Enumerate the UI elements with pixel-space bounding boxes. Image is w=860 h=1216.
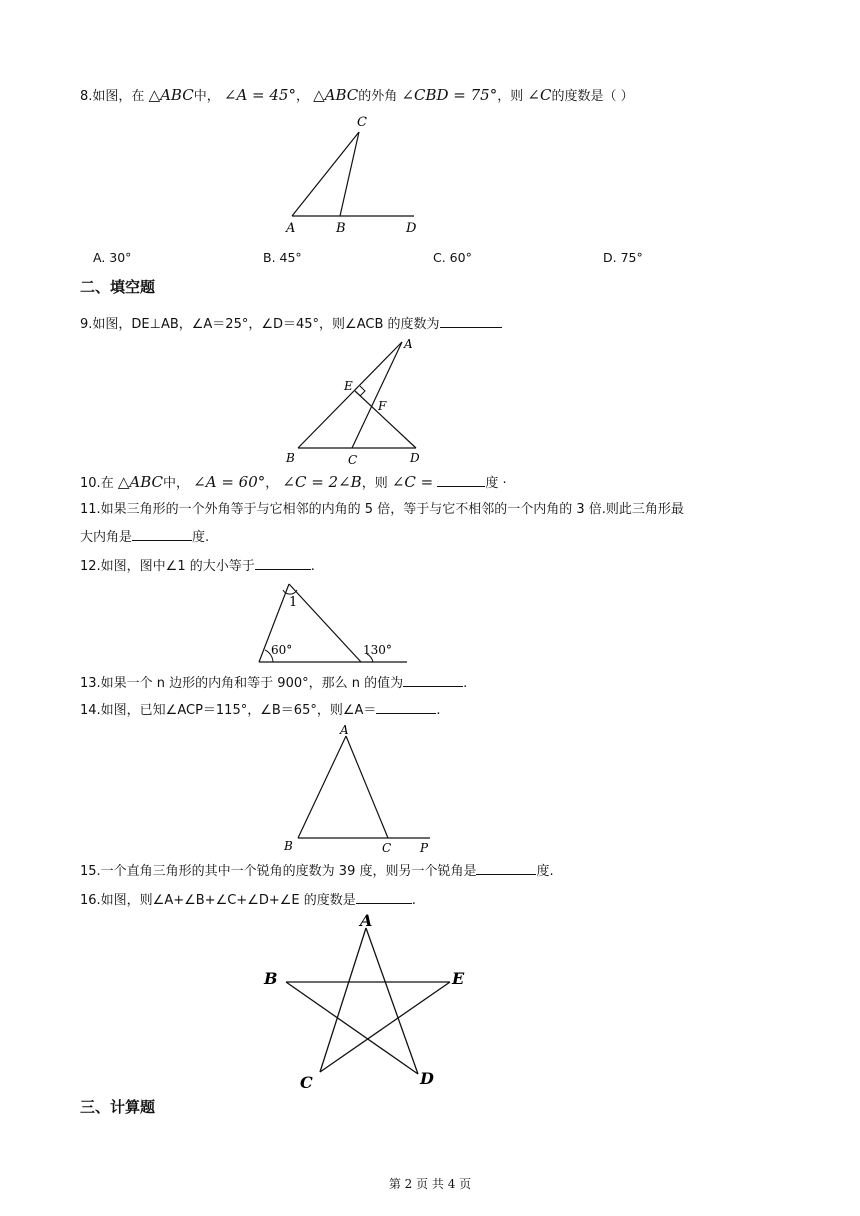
math-triangle-abc: △ABC (148, 86, 194, 104)
question-11-line1: 11.如果三角形的一个外角等于与它相邻的内角的 5 倍，等于与它不相邻的一个内角的 3 倍.则此三角形最 (80, 502, 684, 517)
question-16 (80, 889, 416, 910)
option-a[interactable]: A. 30° (93, 250, 132, 265)
stem-text: . (411, 893, 416, 908)
figure-q16-star (260, 912, 480, 1092)
label-c: C (300, 1073, 313, 1092)
label-a: A (286, 221, 296, 236)
question-10 (80, 472, 507, 493)
option-d[interactable]: D. 75° (603, 250, 643, 265)
answer-blank[interactable] (403, 672, 463, 687)
answer-blank[interactable] (356, 889, 412, 904)
stem-text: 大内角是 (80, 530, 133, 545)
label-a: A (404, 337, 413, 351)
math-angle-a: ∠A = 60° (193, 473, 266, 491)
question-text: 13.如果一个 n 边形的内角和等于 900°，那么 n 的值为 (80, 676, 404, 691)
question-text: 12.如图，图中∠1 的大小等于 (80, 559, 255, 574)
question-8-stem (80, 86, 634, 106)
stem-text: ，则 (497, 89, 524, 104)
page-footer: 第 2 页 共 4 页 (388, 1177, 472, 1191)
label-b: B (264, 969, 278, 988)
math-angle-cbd: ∠CBD = 75° (401, 86, 498, 104)
stem-text: ，则 (361, 476, 388, 491)
label-e: E (344, 379, 353, 393)
unit-text: 度 · (485, 476, 507, 491)
math-angle-relation: ∠C = 2∠B (282, 473, 362, 491)
stem-text: ， (295, 89, 309, 104)
answer-blank[interactable] (376, 699, 436, 714)
stem-text: 在 (100, 476, 114, 491)
question-number: 8. (80, 89, 93, 104)
label-f: F (378, 399, 387, 413)
label-60: 60° (271, 643, 293, 657)
label-e: E (452, 969, 465, 988)
math-triangle-abc: △ABC (313, 86, 359, 104)
answer-blank[interactable] (255, 555, 311, 570)
label-d: D (406, 221, 417, 236)
option-c[interactable]: C. 60° (433, 250, 472, 265)
section-title: 二、填空题 (80, 278, 156, 296)
stem-text: 的度数是（ ） (551, 89, 634, 104)
stem-text: 如图，在 (92, 89, 145, 104)
math-angle-a: ∠A = 45° (223, 86, 296, 104)
label-b: B (336, 221, 346, 236)
question-text: 14.如图，已知∠ACP＝115°，∠B＝65°，则∠A＝ (80, 703, 377, 718)
question-text: 15.一个直角三角形的其中一个锐角的度数为 39 度，则另一个锐角是 (80, 864, 477, 879)
label-d: D (420, 1069, 434, 1088)
figure-q8-triangle (280, 112, 420, 238)
math-angle-c: ∠C (527, 86, 552, 104)
stem-text: 度. (192, 530, 210, 545)
stem-text: . (436, 703, 441, 718)
question-13 (80, 672, 467, 693)
stem-text: . (463, 676, 468, 691)
question-14 (80, 699, 441, 720)
label-c: C (382, 841, 392, 855)
label-p: P (420, 841, 429, 855)
label-angle-1: 1 (289, 595, 298, 610)
answer-blank[interactable] (132, 526, 192, 541)
question-text: 9.如图，DE⊥AB，∠A＝25°，∠D＝45°，则∠ACB 的度数为 (80, 317, 440, 332)
stem-text: 中， (193, 89, 220, 104)
question-12 (80, 555, 315, 576)
label-130: 130° (363, 643, 392, 657)
stem-text: ， (265, 476, 279, 491)
label-c: C (348, 453, 358, 467)
stem-text: 的外角 (358, 89, 398, 104)
stem-text: . (310, 559, 315, 574)
figure-q9 (282, 334, 432, 468)
question-number: 10. (80, 476, 101, 491)
question-9 (80, 313, 502, 334)
question-11-line2 (80, 526, 209, 547)
figure-q12 (255, 578, 411, 666)
math-angle-c: ∠C = (391, 473, 434, 491)
answer-blank[interactable] (476, 860, 536, 875)
label-a: A (360, 912, 373, 930)
option-b[interactable]: B. 45° (263, 250, 302, 265)
figure-q14 (280, 720, 440, 858)
stem-text: 度. (536, 864, 554, 879)
answer-blank[interactable] (440, 313, 502, 328)
section-title: 三、计算题 (80, 1098, 156, 1116)
answer-blank[interactable] (437, 472, 485, 487)
label-b: B (286, 451, 295, 465)
question-15 (80, 860, 554, 881)
math-triangle-abc: △ABC (117, 473, 163, 491)
question-text: 16.如图，则∠A+∠B+∠C+∠D+∠E 的度数是 (80, 893, 356, 908)
label-a: A (340, 723, 349, 737)
label-d: D (410, 451, 420, 465)
label-c: C (357, 115, 367, 130)
stem-text: 中， (163, 476, 190, 491)
label-b: B (284, 839, 293, 853)
